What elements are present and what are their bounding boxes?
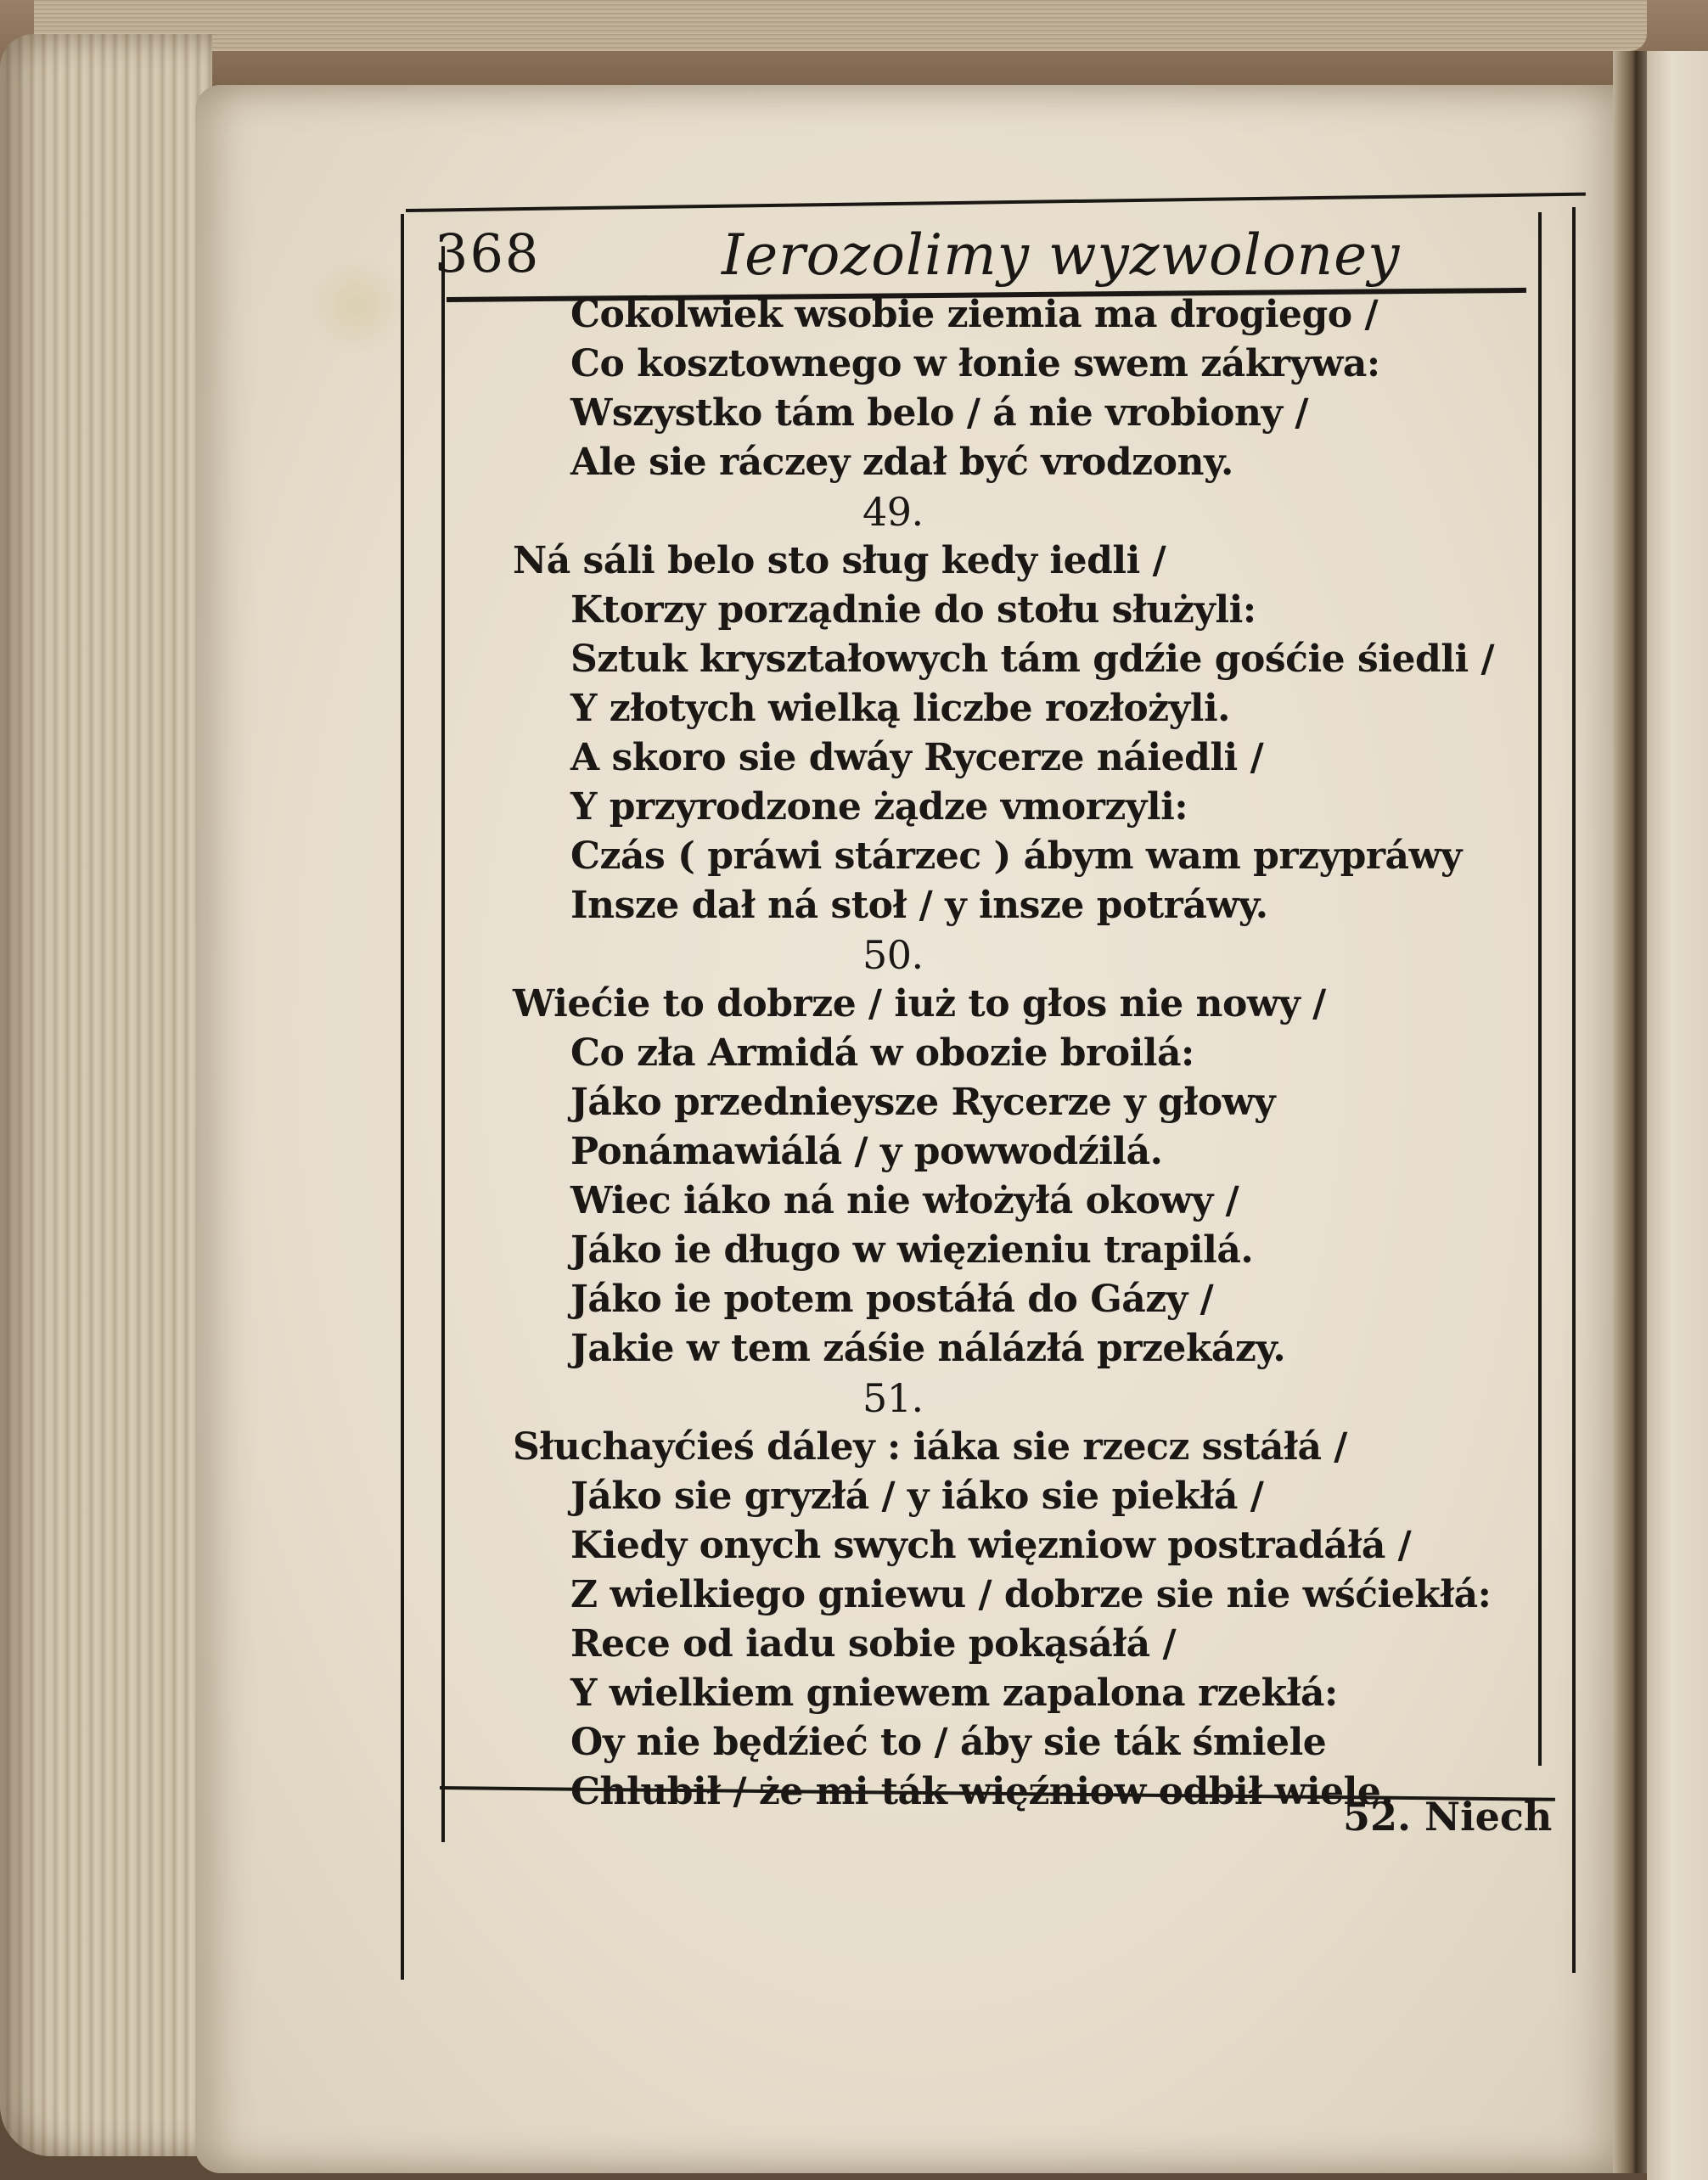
verse-line: Ktorzy porządnie do stołu służyli: [570,588,1256,632]
verse-line: Y wielkiem gniewem zapalona rzekłá: [570,1672,1338,1715]
catchword: 52. Niech [1343,1794,1553,1840]
running-title: Ierozolimy wyzwoloney [722,222,1401,288]
verse-line: Jáko ie potem postáłá do Gázy / [570,1278,1214,1321]
page-block-edges [0,34,212,2156]
verse-line-first: Wiećie to dobrze / iuż to głos nie nowy / [513,982,1326,1025]
stanza-number: 51. [862,1375,924,1421]
verse-line-first: Ná sáli belo sto sług kedy iedli / [513,539,1166,582]
verse-line: Czás ( práwi stárzec ) ábym wam przypráwy [570,834,1463,878]
verse-line: Rece od iadu sobie pokąsáłá / [570,1622,1177,1666]
verse-line: Jakie w tem záśie nálázłá przekázy. [570,1327,1286,1370]
stanza-number: 49. [862,489,924,535]
verse-line: Ponámawiálá / y powwodźilá. [570,1130,1163,1173]
frame-right-inner-rule [1538,212,1542,1766]
verse-line: Wszystko tám belo / á nie vrobiony / [570,391,1308,435]
frame-left-outer-rule [401,214,404,1980]
verse-line: Y przyrodzone żądze vmorzyli: [570,785,1188,829]
verse-line: Jáko ie długo w więzieniu trapilá. [570,1228,1254,1272]
verse-line: Y złotych wielką liczbe rozłożyli. [570,687,1230,730]
facing-page-edge [1647,51,1708,2180]
verse-line: Oy nie będźieć to / áby sie ták śmiele [570,1721,1327,1764]
verse-line: A skoro sie dwáy Rycerze náiedli / [570,736,1264,779]
verse-line: Cokolwiek wsobie ziemia ma drogiego / [570,293,1379,336]
verse-line: Insze dał ná stoł / y insze potráwy. [570,884,1268,927]
verse-line: Wiec iáko ná nie włożyłá okowy / [570,1179,1239,1222]
verse-line-first: Słuchayćieś dáley : iáka sie rzecz sstáłá / [513,1425,1347,1469]
page-number: 368 [435,222,541,284]
verse-line: Ale sie ráczey zdał być vrodzony. [570,441,1233,484]
verse-line: Kiedy onych swych więzniow postradáłá / [570,1524,1412,1567]
verse-line: Jáko sie gryzłá / y iáko sie piekłá / [570,1475,1264,1518]
verse-line: Sztuk kryształowych tám gdźie gośćie śiedli / [570,638,1495,681]
verse-line: Co kosztownego w łonie swem zákrywa: [570,342,1380,385]
frame-left-inner-rule [441,246,445,1842]
verse-line: Co zła Armidá w obozie broilá: [570,1031,1194,1075]
book-top-edge [34,0,1647,51]
verse-line: Chlubił / że mi ták więźniow odbił wiele. [570,1770,1394,1813]
verse-line: Jáko przednieysze Rycerze y głowy [570,1081,1276,1124]
paper-stain [306,255,407,357]
stanza-number: 50. [862,932,924,978]
verse-line: Z wielkiego gniewu / dobrze sie nie wśćiekłá: [570,1573,1492,1616]
verse-text [513,290,1499,1817]
frame-right-outer-rule [1572,207,1576,1973]
